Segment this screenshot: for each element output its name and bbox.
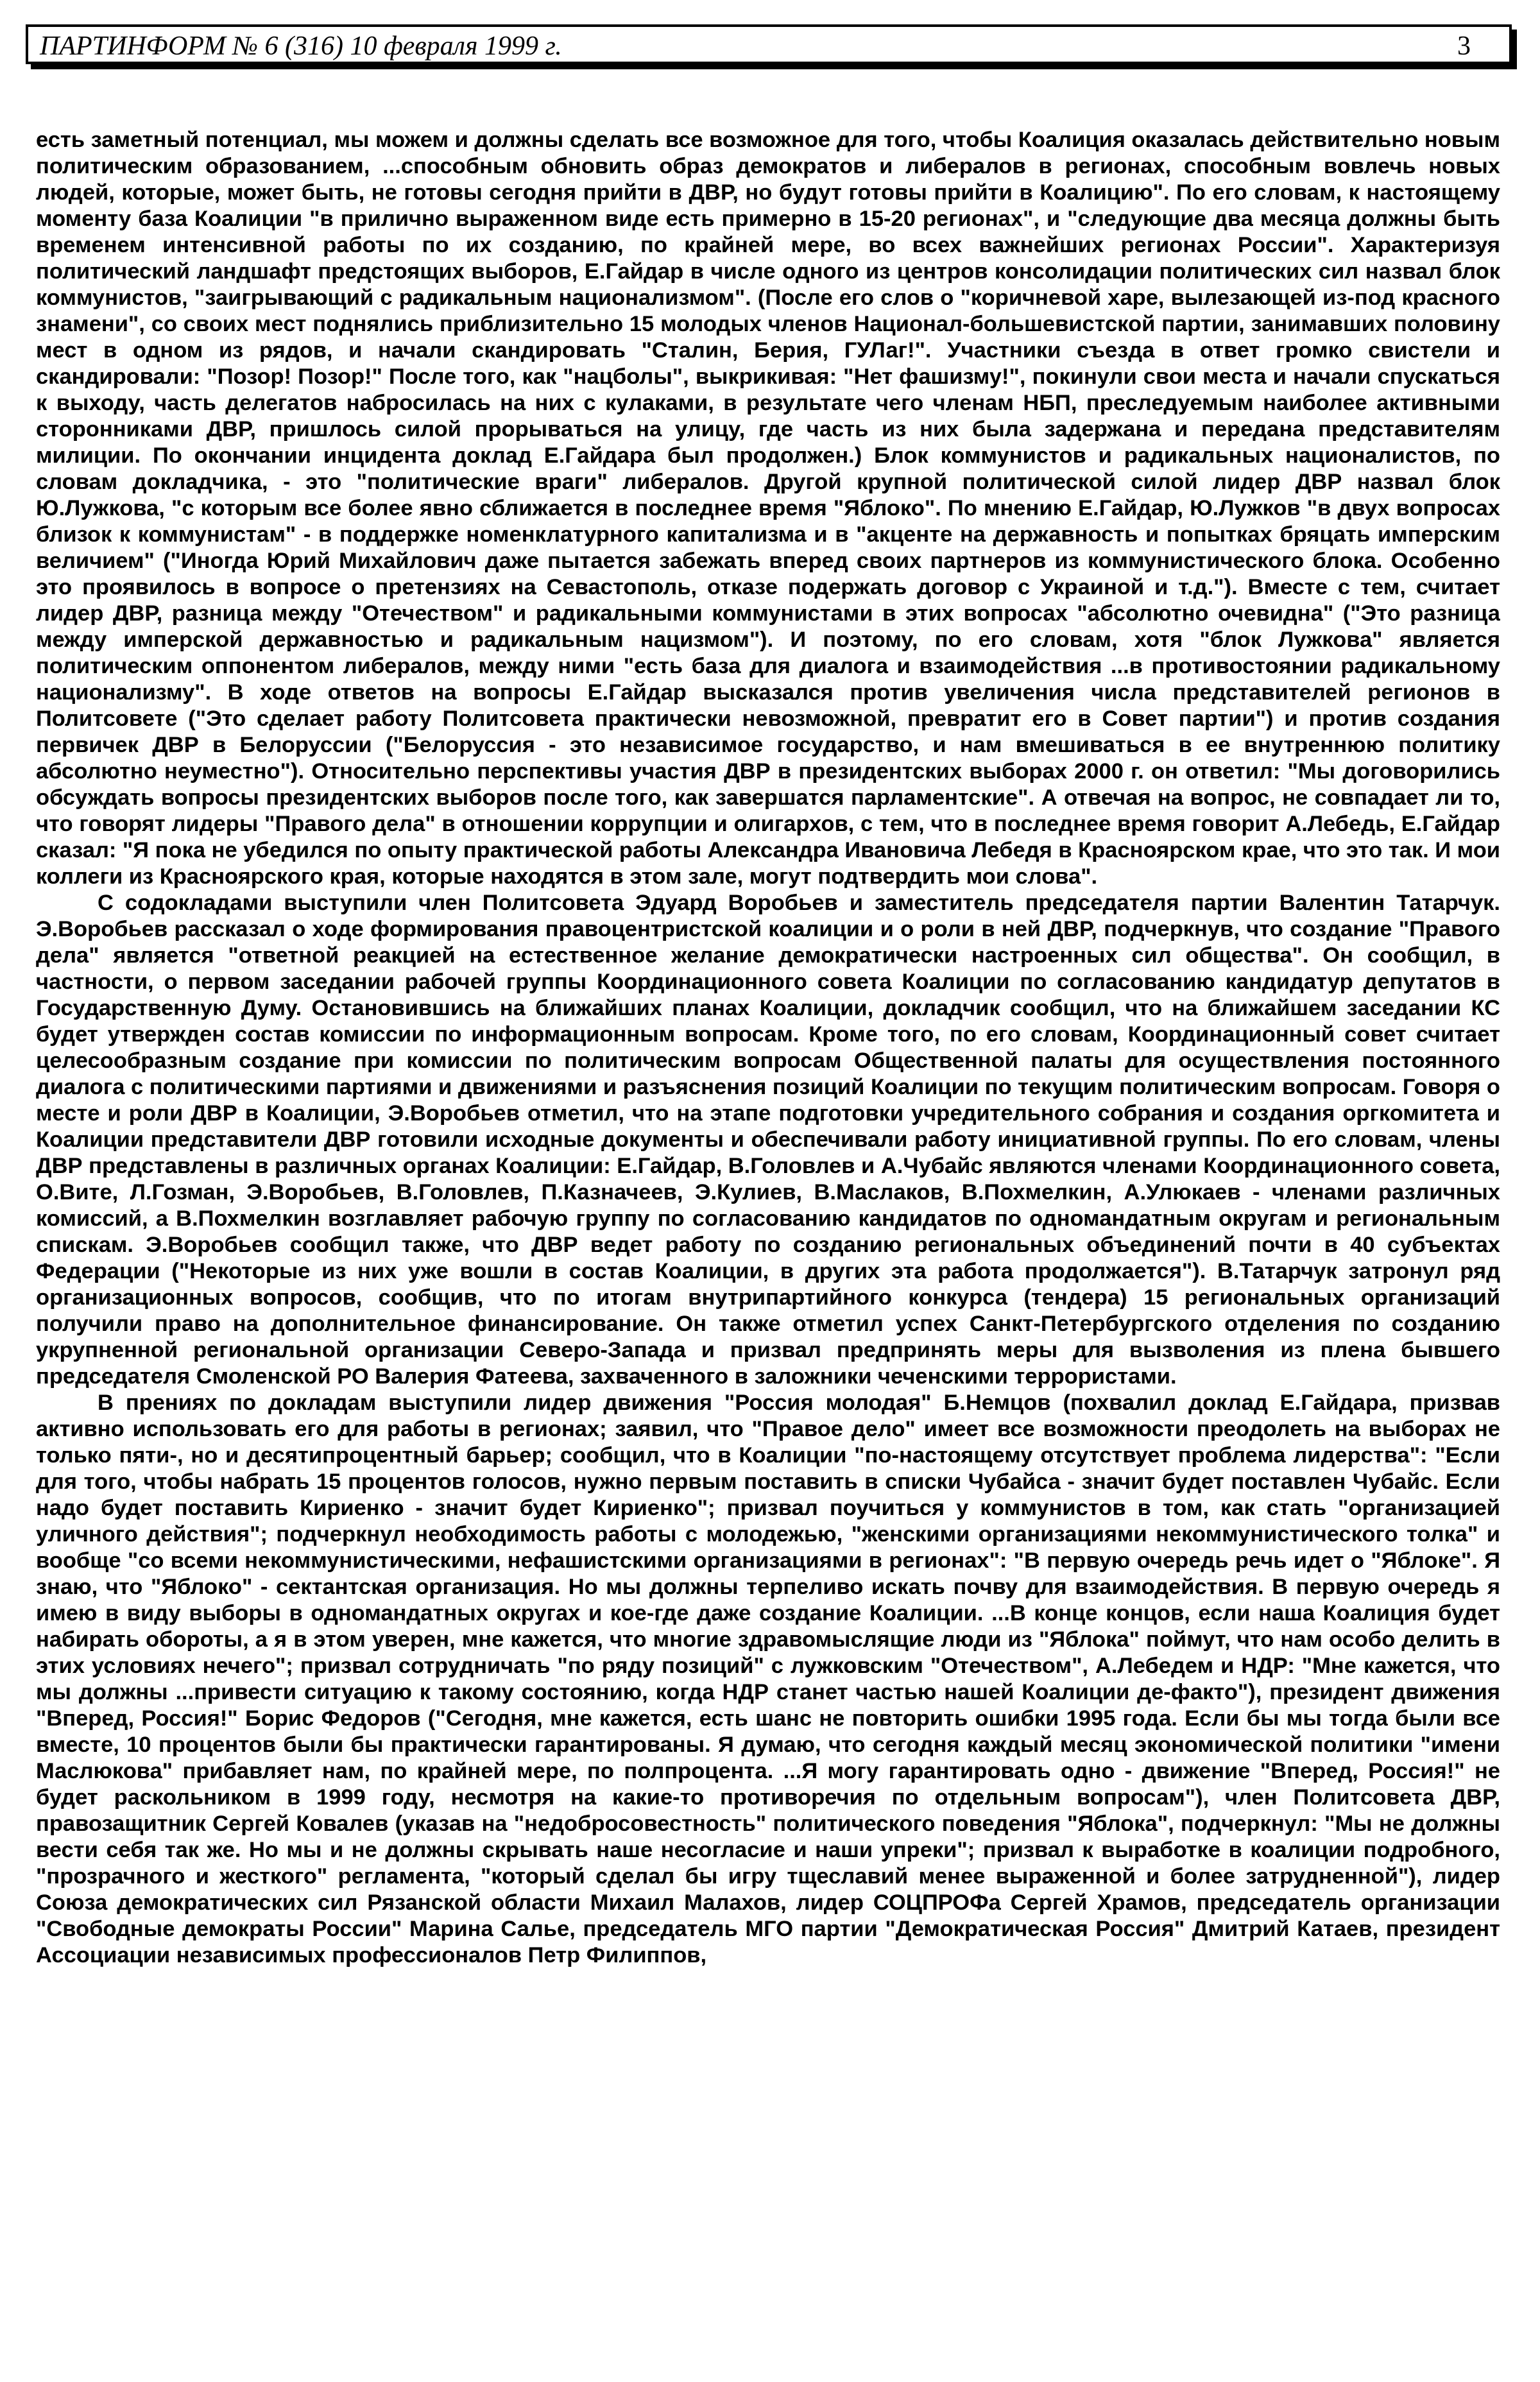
newsletter-issue-title: ПАРТИНФОРМ № 6 (316) 10 февраля 1999 г. (40, 31, 562, 61)
article-body (36, 127, 1500, 2354)
article-paragraph: С содокладами выступили член Политсовета Эдуард Воробьев и заместитель председателя партии Валентин Татарчук. Э.Воробьев рассказал о ходе формирования правоцентристской коалиции и о роли в ней ДВР, подчеркнув, что создание "Правого дела" является "ответной реакцией на естественное желание демократически настроенных сил общества". Он сообщил, в частности, о первом заседании рабочей группы Координационного совета Коалиции по согласованию кандидатур депутатов в Государственную Думу. Остановившись на ближайших планах Коалиции, докладчик сообщил, что на ближайшем заседании КС будет утвержден состав комиссии по информационным вопросам. Кроме того, по его словам, Координационный совет считает целесообразным создание при комиссии по политическим вопросам Общественной палаты для осуществления постоянного диалога с политическими партиями и движениями и разъяснения позиций Коалиции по текущим политическим вопросам. Говоря о месте и роли ДВР в Коалиции, Э.Воробьев отметил, что на этапе подготовки учредительного собрания и создания оргкомитета и Коалиции представители ДВР готовили исходные документы и обеспечивали работу инициативной группы. По его словам, члены ДВР представлены в различных органах Коалиции: Е.Гайдар, В.Головлев и А.Чубайс являются членами Координационного совета, О.Вите, Л.Гозман, Э.Воробьев, В.Головлев, П.Казначеев, Э.Кулиев, В.Маслаков, В.Похмелкин, А.Улюкаев - членами различных комиссий, а В.Похмелкин возглавляет рабочую группу по согласованию кандидатов по одномандатным округам и региональным спискам. Э.Воробьев сообщил также, что ДВР ведет работу по созданию региональных объединений почти в 40 субъектах Федерации ("Некоторые из них уже вошли в состав Коалиции, в других эта работа продолжается"). В.Татарчук затронул ряд организационных вопросов, сообщив, что по итогам внутрипартийного конкурса (тендера) 15 региональных организаций получили право на дополнительное финансирование. Он также отметил успех Санкт-Петербургского отделения по созданию укрупненной региональной организации Северо-Запада и призвал предпринять меры для вызволения из плена бывшего председателя Смоленской РО Валерия Фатеева, захваченного в заложники чеченскими террористами. (36, 891, 1500, 1389)
page-number: 3 (1457, 31, 1471, 61)
page-header (26, 24, 1512, 64)
article-paragraph: есть заметный потенциал, мы можем и должны сделать все возможное для того, чтобы Коалиция оказалась действительно новым политическим образованием, ...способным обновить образ демократов и либералов в регионах, способным вовлечь новых людей, которые, может быть, не готовы сегодня прийти в ДВР, но будут готовы прийти в Коалицию". По его словам, к настоящему моменту база Коалиции "в прилично выраженном виде есть примерно в 15-20 регионах", и "следующие два месяца должны быть временем интенсивной работы по их созданию, по крайней мере, во всех важнейших регионах России". Характеризуя политический ландшафт предстоящих выборов, Е.Гайдар в числе одного из центров консолидации политических сил назвал блок коммунистов, "заигрывающий с радикальным национализмом". (После его слов о "коричневой харе, вылезающей из-под красного знамени", со своих мест поднялись приблизительно 15 молодых членов Национал-большевистской партии, занимавших половину мест в одном из рядов, и начали скандировать "Сталин, Берия, ГУЛаг!". Участники съезда в ответ громко свистели и скандировали: "Позор! Позор!" После того, как "нацболы", выкрикивая: "Нет фашизму!", покинули свои места и начали спускаться к выходу, часть делегатов набросилась на них с кулаками, в результате чего членам НБП, преследуемым наиболее активными сторонниками ДВР, пришлось силой прорываться на улицу, где часть из них была задержана и передана представителям милиции. По окончании инцидента доклад Е.Гайдара был продолжен.) Блок коммунистов и радикальных националистов, по словам докладчика, - это "политические враги" либералов. Другой крупной политической силой лидер ДВР назвал блок Ю.Лужкова, "с которым все более явно сближается в последнее время "Яблоко". По мнению Е.Гайдар, Ю.Лужков "в двух вопросах близок к коммунистам" - в поддержке номенклатурного капитализма и в "акценте на державность и попытках бряцать имперским величием" ("Иногда Юрий Михайлович даже пытается забежать вперед своих партнеров из коммунистического блока. Особенно это проявилось в вопросе о претензиях на Севастополь, отказе подержать договор с Украиной и т.д."). Вместе с тем, считает лидер ДВР, разница между "Отечеством" и радикальными коммунистами в этих вопросах "абсолютно очевидна" ("Это разница между имперской державностью и радикальным нацизмом"). И поэтому, по его словам, хотя "блок Лужкова" является политическим оппонентом либералов, между ними "есть база для диалога и взаимодействия ...в противостоянии радикальному национализму". В ходе ответов на вопросы Е.Гайдар высказался против увеличения числа представителей регионов в Политсовете ("Это сделает работу Политсовета практически невозможной, превратит его в Совет партии") и против создания первичек ДВР в Белоруссии ("Белоруссия - это независимое государство, и нам вмешиваться в ее внутреннюю политику абсолютно неуместно"). Относительно перспективы участия ДВР в президентских выборах 2000 г. он ответил: "Мы договорились обсуждать вопросы президентских выборов после того, как завершатся парламентские". А отвечая на вопрос, не совпадает ли то, что говорят лидеры "Правого дела" в отношении коррупции и олигархов, с тем, что в последнее время говорит А.Лебедь, Е.Гайдар сказал: "Я пока не убедился по опыту практической работы Александра Ивановича Лебедя в Красноярском крае, что это так. И мои коллеги из Красноярского края, которые находятся в этом зале, могут подтвердить мои слова". (36, 128, 1500, 889)
article-paragraph: В прениях по докладам выступили лидер движения "Россия молодая" Б.Немцов (похвалил доклад Е.Гайдара, призвав активно использовать его для работы в регионах; заявил, что "Правое дело" имеет все возможности преодолеть на выборах не только пяти-, но и десятипроцентный барьер; сообщил, что в Коалиции "по-настоящему отсутствует проблема лидерства": "Если для того, чтобы набрать 15 процентов голосов, нужно первым поставить в списки Чубайса - значит будет поставлен Чубайс. Если надо будет поставить Кириенко - значит будет Кириенко"; призвал поучиться у коммунистов в том, как стать "организацией уличного действия"; подчеркнул необходимость работы с молодежью, "женскими организациями некоммунистического толка" и вообще "со всеми некоммунистическими, нефашистскими организациями в регионах": "В первую очередь речь идет о "Яблоке". Я знаю, что "Яблоко" - сектантская организация. Но мы должны терпеливо искать почву для взаимодействия. В первую очередь я имею в виду выборы в одномандатных округах и кое-где даже создание Коалиции. ...В конце концов, если наша Коалиция будет набирать обороты, а я в этом уверен, мне кажется, что многие здравомыслящие люди из "Яблока" поймут, что нам особо делить в этих условиях нечего"; призвал сотрудничать "по ряду позиций" с лужковским "Отечеством", А.Лебедем и НДР: "Мне кажется, что мы должны ...привести ситуацию к такому состоянию, когда НДР станет частью нашей Коалиции де-факто"), президент движения "Вперед, Россия!" Борис Федоров ("Сегодня, мне кажется, есть шанс не повторить ошибки 1995 года. Если бы мы тогда были все вместе, 10 процентов были бы практически гарантированы. Я думаю, что сегодня каждый месяц экономической политики "имени Маслюкова" прибавляет нам, по крайней мере, по полпроцента. ...Я могу гарантировать одно - движение "Вперед, Россия!" не будет раскольником в 1999 году, несмотря на какие-то противоречия по отдельным вопросам"), член Политсовета ДВР, правозащитник Сергей Ковалев (указав на "недобросовестность" политического поведения "Яблока", подчеркнул: "Мы не должны вести себя так же. Но мы и не должны скрывать наше несогласие и наши упреки"; призвал к выработке в коалиции подробного, "прозрачного и жесткого" регламента, "который сделал бы игру тщеславий менее выраженной и более затрудненной"), лидер Союза демократических сил Рязанской области Михаил Малахов, лидер СОЦПРОФа Сергей Храмов, председатель организации "Свободные демократы России" Марина Салье, председатель МГО партии "Демократическая Россия" Дмитрий Катаев, президент Ассоциации независимых профессионалов Петр Филиппов, (36, 1391, 1500, 1967)
